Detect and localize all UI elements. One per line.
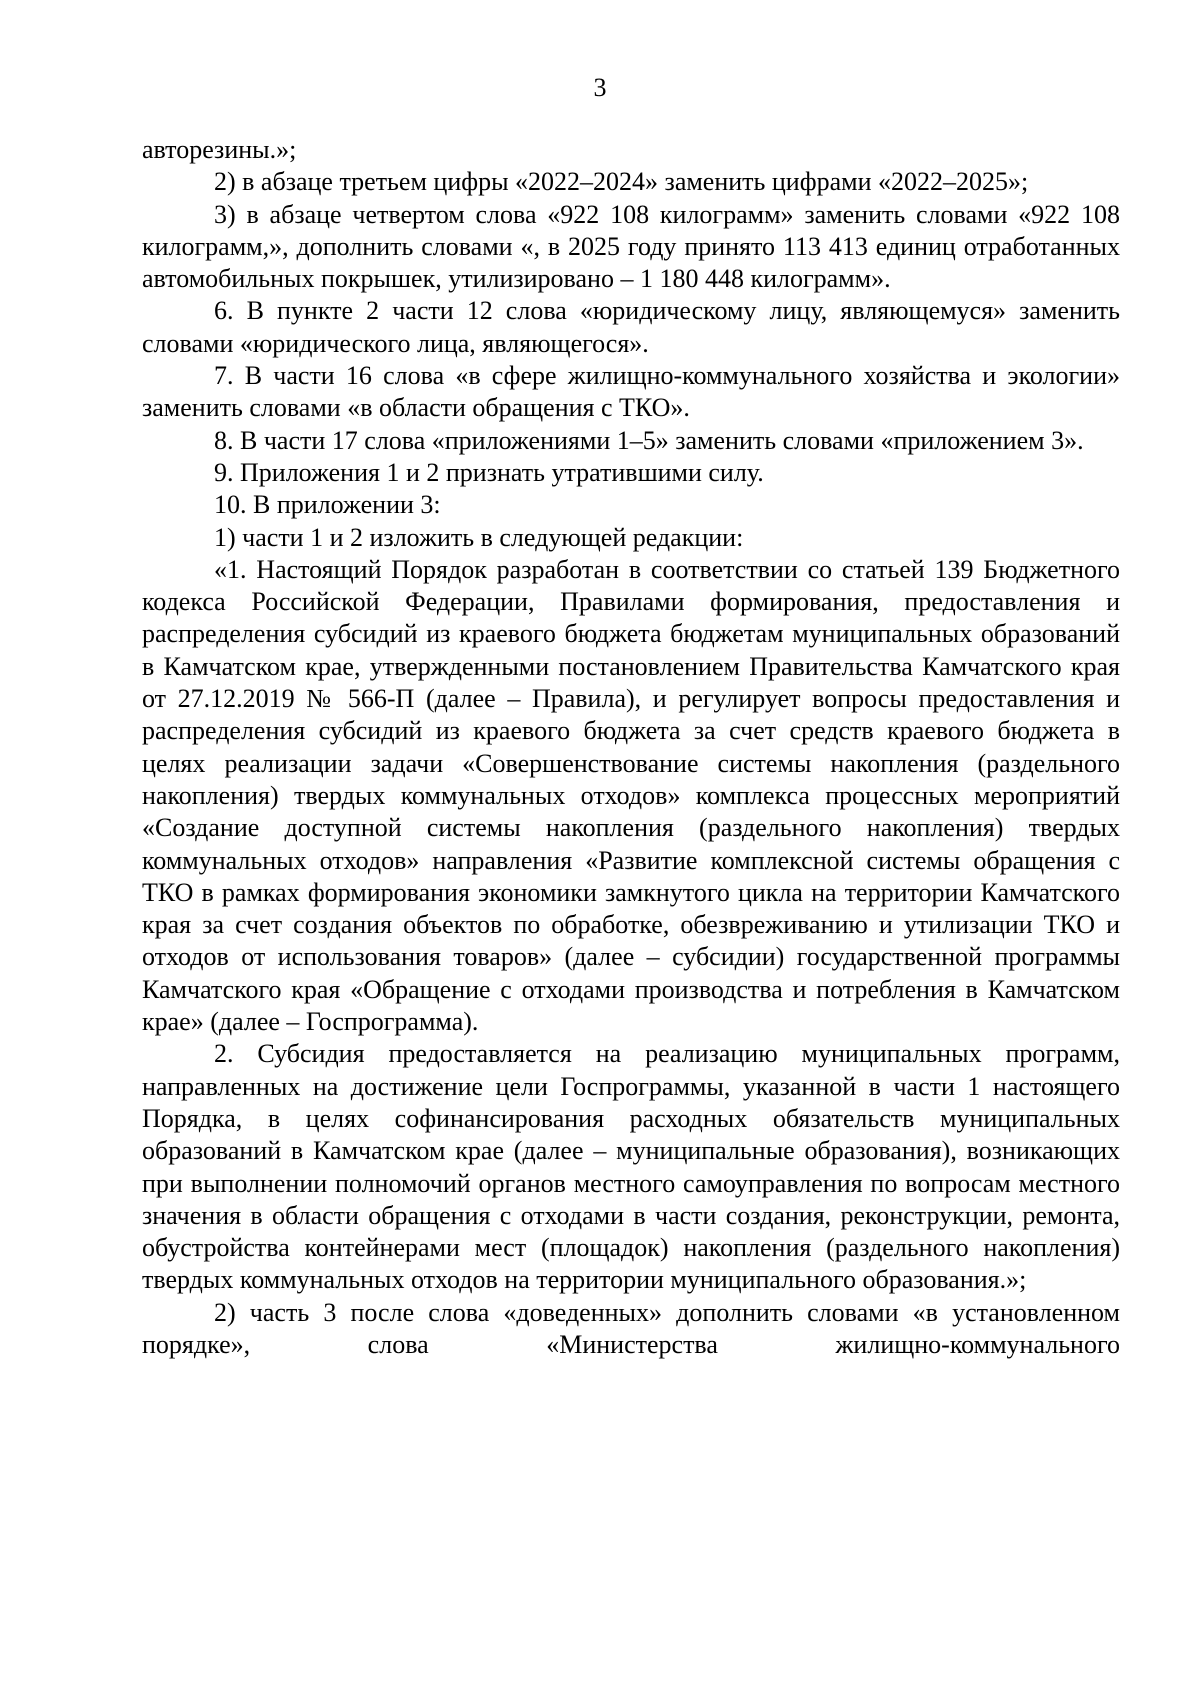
paragraph: 8. В части 17 слова «приложениями 1–5» заменить словами «приложением 3». xyxy=(214,425,1084,455)
paragraph: 1) части 1 и 2 изложить в следующей редакции: xyxy=(214,522,744,552)
document-body xyxy=(142,134,1120,1361)
paragraph: 6. В пункте 2 части 12 слова «юридическому лицу, являющемуся» заменить словами «юридического лица, являющегося». xyxy=(142,296,1120,358)
paragraph: 9. Приложения 1 и 2 признать утратившими силу. xyxy=(214,457,764,487)
paragraph: 2. Субсидия предоставляется на реализацию муниципальных программ, направленных на достижение цели Госпрограммы, указанной в части 1 настоящего Порядка, в целях софинансирования расходных обязательств муниципальных образований в Камчатском крае (далее – муниципальные образования), возникающих при выполнении полномочий органов местного самоуправления по вопросам местного значения в области обращения с отходами в части создания, реконструкции, ремонта, обустройства контейнерами мест (площадок) накопления (раздельного накопления) твердых коммунальных отходов на территории муниципального образования.»; xyxy=(142,1039,1120,1295)
paragraph: 3) в абзаце четвертом слова «922 108 килограмм» заменить словами «922 108 килограмм,», дополнить словами «, в 2025 году принято 113 413 единиц отработанных автомобильных покрышек, утилизировано – 1 180 448 килограмм». xyxy=(142,199,1120,294)
paragraph: 2) в абзаце третьем цифры «2022–2024» заменить цифрами «2022–2025»; xyxy=(214,167,1029,197)
paragraph: «1. Настоящий Порядок разработан в соответствии со статьей 139 Бюджетного кодекса Российской Федерации, Правилами формирования, предоставления и распределения субсидий из краевого бюджета бюджетам муниципальных образований в Камчатском крае, утвержденными постановлением Правительства Камчатского края от 27.12.2019 № 566-П (далее – Правила), и регулирует вопросы предоставления и распределения субсидий из краевого бюджета за счет средств краевого бюджета в целях реализации задачи «Совершенствование системы накопления (раздельного накопления) твердых коммунальных отходов» комплекса процессных мероприятий «Создание доступной системы накопления (раздельного накопления) твердых коммунальных отходов» направления «Развитие комплексной системы обращения с ТКО в рамках формирования экономики замкнутого цикла на территории Камчатского края за счет создания объектов по обработке, обезвреживанию и утилизации ТКО и отходов от использования товаров» (далее – субсидии) государственной программы Камчатского края «Обращение с отходами производства и потребления в Камчатском крае» (далее – Госпрограмма). xyxy=(142,554,1120,1037)
page-number: 3 xyxy=(593,73,607,102)
paragraph: 10. В приложении 3: xyxy=(214,490,441,520)
paragraph: 2) часть 3 после слова «доведенных» дополнить словами «в установленном порядке», слова «Министерства жилищно-коммунального xyxy=(142,1297,1120,1359)
paragraph: 7. В части 16 слова «в сфере жилищно-коммунального хозяйства и экологии» заменить словами «в области обращения с ТКО». xyxy=(142,361,1120,423)
paragraph: авторезины.»; xyxy=(142,135,297,164)
